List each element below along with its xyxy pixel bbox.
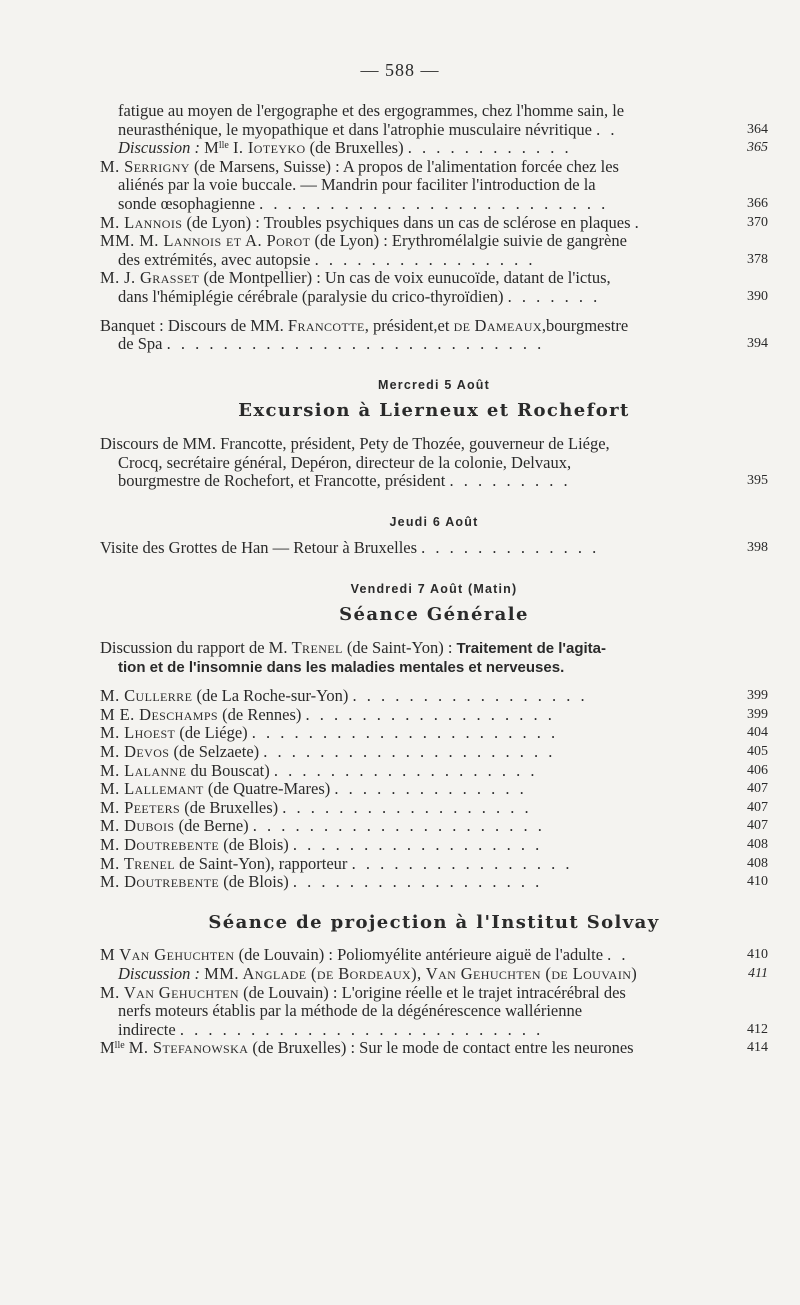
speaker-row: M. Lhoest (de Liége) . . . . . . . . . . . . . . . . . . . . . . 404 xyxy=(100,723,768,743)
speaker-name: M. Serrigny xyxy=(100,156,190,176)
toc-content xyxy=(100,102,768,1058)
speaker-name: M. J. Grasset xyxy=(100,268,200,288)
speaker-row: M. Dubois (de Berne) . . . . . . . . . . . . . . . . . . . . . 407 xyxy=(100,816,768,836)
grottes-page: 398 xyxy=(747,540,768,556)
speaker-row: M. Lalanne du Bouscat) . . . . . . . . . . . . . . . . . . . 406 xyxy=(100,760,768,780)
page-number: — 588 — xyxy=(360,60,440,80)
van-gehuchten-entry-1: M Van Gehuchten (de Louvain) : Poliomyélite antérieure aiguë de l'adulte . . 410 xyxy=(100,945,768,965)
van-gehuchten-discussion: Discussion : MM. Anglade (de Bordeaux), Van Gehuchten (de Louvain) 411 xyxy=(118,963,768,983)
lannois-porot-entry: MM. M. Lannois et A. Porot (de Lyon) : Erythromélalgie suivie de gangrène des extrémités, avec autopsie . . . . . . . . . . . . . . . . 378 xyxy=(100,231,768,269)
speaker-name: MM. M. Lannois et A. Porot xyxy=(100,231,311,251)
speaker-row: M. Devos (de Selzaete) . . . . . . . . . . . . . . . . . . . . . 405 xyxy=(100,742,768,762)
ergograph-entry-line1 xyxy=(100,102,768,121)
speaker-row: M. Trenel de Saint-Yon), rapporteur . . . . . . . . . . . . . . . . 408 xyxy=(100,853,768,873)
excursion-entry: Discours de MM. Francotte, président, Pety de Thozée, gouverneur de Liége, Crocq, secrétaire général, Depéron, directeur de la colonie, Delvaux, bourgmestre de Rochefort, et Francotte, président . . . . . . . . . 395 xyxy=(100,433,768,491)
banquet-entry: Banquet : Discours de MM. Francotte, président,et de Dameaux,bourgmestre de Spa . . . . . . . . . . . . . . . . . . . . . . . . . . . 394 xyxy=(100,315,768,354)
day-header-friday: Vendredi 7 Août (Matin) xyxy=(350,581,518,596)
grasset-page: 390 xyxy=(747,288,768,304)
trenel-discussion: Discussion du rapport de M. Trenel (de Saint-Yon) : Traitement de l'agita- tion et de l'insomnie dans les maladies mentales et nerveuses. xyxy=(100,638,606,676)
ioteyko-page: 365 xyxy=(747,140,768,156)
speaker-name: I. Ioteyko xyxy=(232,138,306,158)
lannois-page: 370 xyxy=(747,214,768,230)
day-header-wednesday: Mercredi 5 Août xyxy=(377,377,490,392)
speaker-name: M. Lannois xyxy=(100,212,183,232)
section-title-seance-generale: Séance Générale xyxy=(339,604,529,626)
speaker-list xyxy=(100,687,768,892)
van-gehuchten-entry-2: M. Van Gehuchten (de Louvain) : L'origine réelle et le trajet intracérébral des nerfs moteurs établis par la méthode de la dégénérescence wallérienne indirecte . . . . . . . . . . . . . . . . . . . . . . . . . . 412 xyxy=(100,982,768,1039)
serrigny-entry: M. Serrigny (de Marsens, Suisse) : A propos de l'alimentation forcée chez les aliénés par la voie buccale. — Mandrin pour faciliter l'introduction de la sonde œsophagienne . . . . . . . . . . . . . . . . . . . . . . . . . 366 xyxy=(100,156,768,213)
ergograph-line2-text: neurasthénique, le myopathique et dans l'atrophie musculaire névritique xyxy=(118,119,592,139)
day-header-thursday: Jeudi 6 Août xyxy=(389,514,479,529)
stefanowska-entry: $M^{lle}$ M. Stefanowska (de Bruxelles) : Sur le mode de contact entre les neurones 414 xyxy=(100,1038,768,1058)
ergograph-page: 364 xyxy=(747,121,768,137)
ergograph-line1-text: fatigue au moyen de l'ergographe et des ergogrammes, chez l'homme sain, le xyxy=(118,101,625,120)
ioteyko-discussion: Discussion : $M^{lle}$ I. Ioteyko (de Bruxelles) . . . . . . . . . . . . 365 xyxy=(118,138,768,158)
discussion-label: Discussion : xyxy=(118,138,201,158)
speaker-row: M. Doutrebente (de Blois) . . . . . . . . . . . . . . . . . . 410 xyxy=(100,872,768,892)
grasset-entry: M. J. Grasset (de Montpellier) : Un cas de voix eunucoïde, datant de l'ictus, dans l'hémiplégie cérébrale (paralysie du crico-thyroïdien) . . . . . . . 390 xyxy=(100,268,768,306)
excursion-page: 395 xyxy=(747,473,768,489)
ergograph-entry-line2: neurasthénique, le myopathique et dans l'atrophie musculaire névritique . . 364 xyxy=(118,119,768,139)
speaker-row: M. Lallemant (de Quatre-Mares) . . . . . . . . . . . . . . 407 xyxy=(100,779,768,799)
grottes-entry: Visite des Grottes de Han — Retour à Bruxelles . . . . . . . . . . . . . 398 xyxy=(100,538,768,558)
speaker-row: M. Peeters (de Bruxelles) . . . . . . . . . . . . . . . . . . 407 xyxy=(100,797,768,817)
section-title-solvay: Séance de projection à l'Institut Solvay xyxy=(208,911,660,933)
lannois-entry: M. Lannois (de Lyon) : Troubles psychiques dans un cas de sclérose en plaques . 370 xyxy=(100,212,768,232)
speaker-row: M E. Deschamps (de Rennes) . . . . . . . . . . . . . . . . . . 399 xyxy=(100,704,768,724)
speaker-row: M. Doutrebente (de Blois) . . . . . . . . . . . . . . . . . . 408 xyxy=(100,835,768,854)
section-title-excursion: Excursion à Lierneux et Rochefort xyxy=(238,400,630,422)
lannois-porot-page: 378 xyxy=(747,251,768,267)
banquet-page: 394 xyxy=(747,336,768,352)
speaker-row: M. Cullerre (de La Roche-sur-Yon) . . . . . . . . . . . . . . . . . 399 xyxy=(100,686,768,706)
serrigny-page: 366 xyxy=(747,195,768,211)
